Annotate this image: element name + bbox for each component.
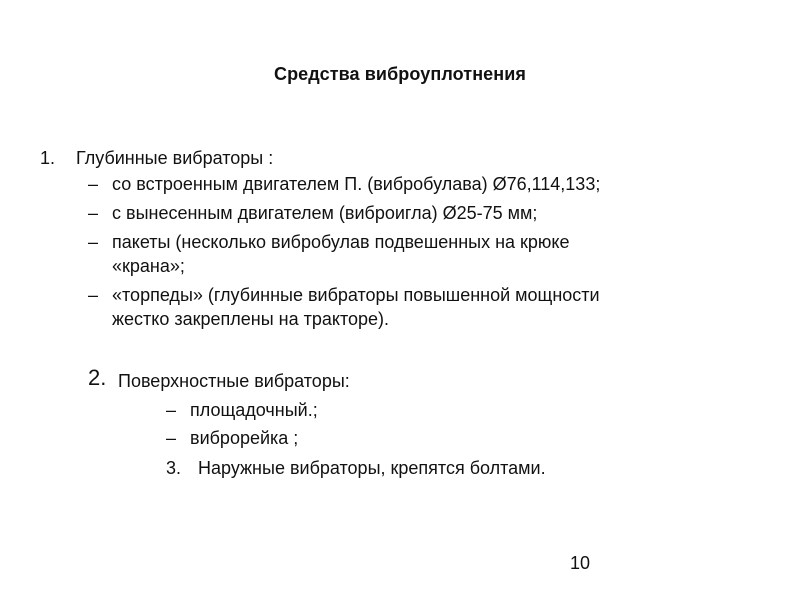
page-number: 10 — [570, 553, 591, 573]
section-1-item-4-line-2: жестко закреплены на тракторе). — [112, 309, 390, 329]
section-1-heading: Глубинные вибраторы : — [76, 148, 274, 168]
section-1-item-4-dash: – — [88, 285, 99, 305]
section-3-heading: Наружные вибраторы, крепятся болтами. — [198, 458, 546, 478]
section-2-item-2-line-1: виброрейка ; — [190, 428, 299, 448]
section-1-item-3-dash: – — [88, 232, 99, 252]
section-2-number: 2. — [88, 365, 107, 390]
slide-title: Средства виброуплотнения — [273, 64, 527, 84]
section-2-item-2-dash: – — [166, 428, 177, 448]
section-1-item-3-line-2: «крана»; — [112, 256, 185, 276]
section-1-item-2-dash: – — [88, 203, 99, 223]
section-1-item-2-line-1: с вынесенным двигателем (виброигла) Ø25-75 мм; — [112, 203, 538, 223]
section-1-item-1-line-1: со встроенным двигателем П. (вибробулава) Ø76,114,133; — [112, 174, 601, 194]
section-3-number: 3. — [166, 458, 182, 478]
section-2-item-1-dash: – — [166, 400, 177, 420]
section-1-number: 1. — [40, 148, 56, 168]
section-2-heading: Поверхностные вибраторы: — [118, 371, 350, 391]
section-1-item-3-line-1: пакеты (несколько вибробулав подвешенных на крюке — [112, 232, 570, 252]
section-1-item-4-line-1: «торпеды» (глубинные вибраторы повышенной мощности — [112, 285, 600, 305]
section-1-item-1-dash: – — [88, 174, 99, 194]
section-2-item-1-line-1: площадочный.; — [190, 400, 318, 420]
